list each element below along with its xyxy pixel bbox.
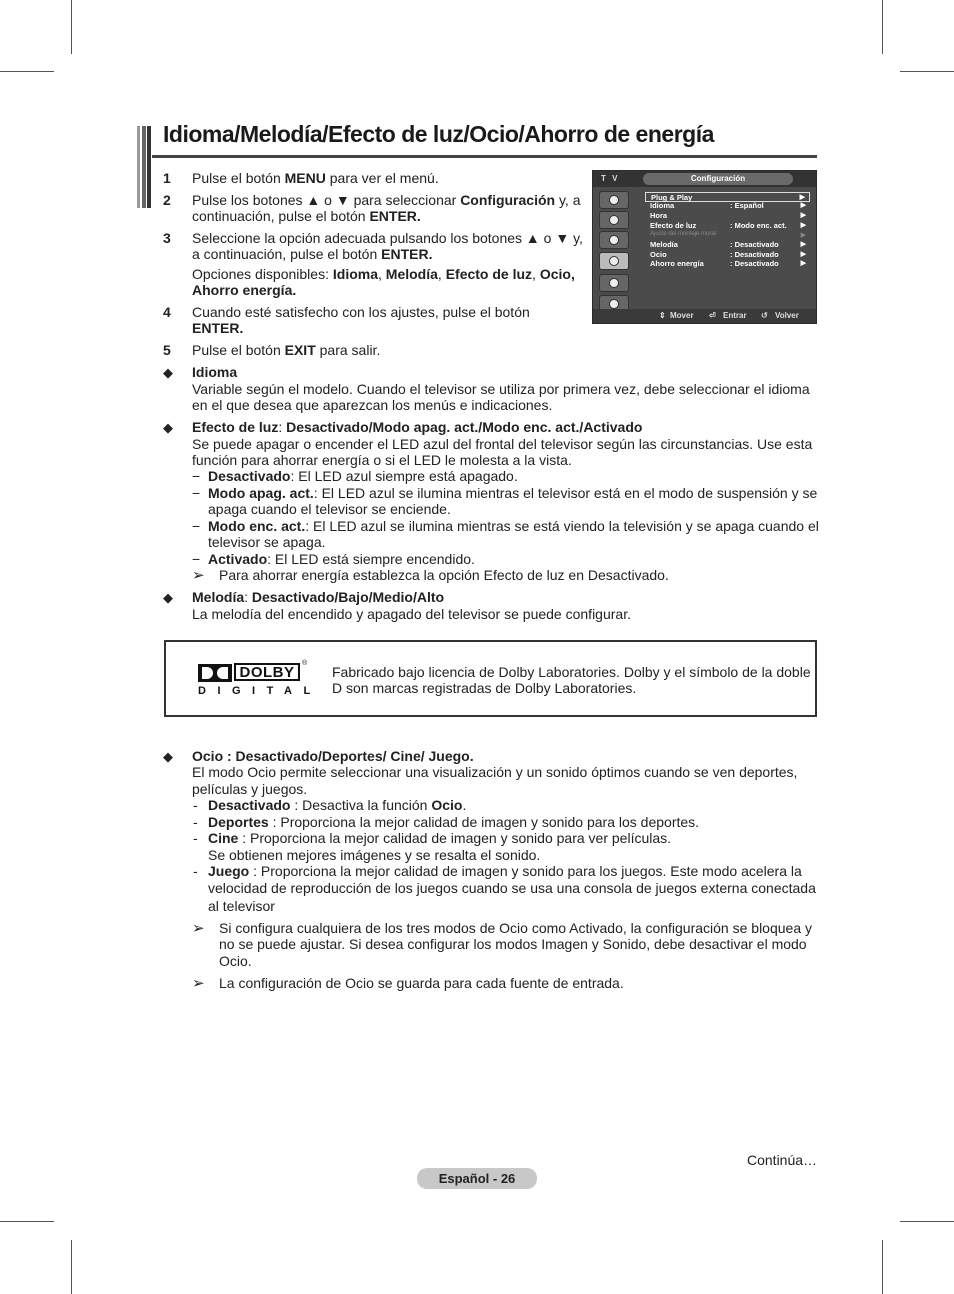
ocio-option-cont: al televisor — [208, 898, 275, 914]
setup-gear-icon — [599, 252, 629, 270]
step-4-text: Cuando esté satisfecho con los ajustes, pulse el botón — [192, 304, 530, 320]
step-4-text-cont: ENTER. — [192, 320, 244, 336]
efecto-note: Para ahorrar energía establezca la opción Efecto de luz en Desactivado. — [219, 567, 669, 583]
efecto-option: Modo apag. act.: El LED azul se ilumina mientras el televisor está en el modo de suspensión y se — [208, 485, 818, 501]
tv-menu-footer — [593, 309, 816, 323]
dolby-wordmark: DOLBY — [234, 663, 300, 681]
tv-menu-row: Efecto de luz : Modo enc. act. ▶ — [650, 221, 806, 230]
channel-icon — [599, 231, 629, 249]
diamond-bullet-icon: ◆ — [163, 749, 173, 764]
updown-icon: ⇕ — [659, 311, 666, 320]
dash-marker: − — [192, 518, 201, 534]
continued-text: Continúa… — [747, 1152, 818, 1168]
dolby-digital-logo — [198, 660, 322, 700]
tv-menu-title: Configuración — [643, 173, 793, 185]
diamond-bullet-icon: ◆ — [163, 590, 173, 605]
ocio-note-1-cont: no se puede ajustar. Si desea configurar los modos Imagen y Sonido, debe desactivar el modo — [219, 936, 807, 952]
efecto-heading: Efecto de luz: Desactivado/Modo apag. act./Modo enc. act./Activado — [192, 419, 643, 435]
step-3-text-cont: a continuación, pulse el botón ENTER. — [192, 246, 433, 262]
ocio-note-2: La configuración de Ocio se guarda para cada fuente de entrada. — [219, 975, 624, 991]
note-arrow-icon: ➢ — [192, 567, 205, 584]
crop-mark — [900, 71, 954, 72]
dash-marker: − — [192, 551, 201, 567]
double-d-icon — [198, 664, 232, 682]
dolby-notice-box — [164, 640, 817, 717]
efecto-option: Desactivado: El LED azul siempre está apagado. — [208, 468, 518, 484]
hyphen-marker: - — [193, 863, 198, 879]
tv-menu-row: Idioma : Español ▶ — [650, 201, 806, 210]
crop-mark — [71, 1240, 72, 1294]
tv-menu-row: Hora ▶ — [650, 211, 806, 220]
step-number: 1 — [163, 170, 171, 186]
idioma-heading: Idioma — [192, 364, 238, 380]
step-3-text: Seleccione la opción adecuada pulsando los botones ▲ o ▼ y, — [192, 230, 583, 246]
ocio-note-1-cont: Ocio. — [219, 953, 252, 969]
tv-menu-sidebar — [597, 189, 633, 315]
diamond-bullet-icon: ◆ — [163, 420, 173, 435]
tv-footer-move: Mover — [670, 311, 694, 320]
crop-mark — [882, 1240, 883, 1294]
dolby-text-cont: D son marcas registradas de Dolby Laboratories. — [332, 680, 637, 696]
crop-mark — [71, 0, 72, 54]
ocio-option: Juego : Proporciona la mejor calidad de imagen y sonido para los juegos. Este modo acelera la — [208, 863, 802, 879]
tv-footer-back: Volver — [775, 311, 799, 320]
input-icon — [599, 274, 629, 292]
step-number: 5 — [163, 342, 171, 358]
ocio-option: Desactivado : Desactiva la función Ocio. — [208, 797, 467, 813]
ocio-note-1: Si configura cualquiera de los tres modos de Ocio como Activado, la configuración se bloquea y — [219, 920, 813, 936]
efecto-text-cont: función para ahorrar energía o si el LED le molesta a la vista. — [192, 452, 572, 468]
ocio-heading: Ocio : Desactivado/Deportes/ Cine/ Juego. — [192, 748, 474, 764]
crop-mark — [900, 1221, 954, 1222]
efecto-option-cont: televisor se apaga. — [208, 534, 326, 550]
dash-marker: − — [192, 468, 201, 484]
picture-icon — [599, 191, 629, 209]
sound-icon — [599, 211, 629, 229]
title-decoration — [137, 126, 151, 208]
tv-menu-row: Ahorro energía : Desactivado ▶ — [650, 259, 806, 268]
melodia-text: La melodía del encendido y apagado del televisor se puede configurar. — [192, 606, 631, 622]
note-arrow-icon: ➢ — [192, 920, 205, 937]
tv-menu-row: Plug & Play ▶ — [645, 192, 810, 202]
step-5-text: Pulse el botón EXIT para salir. — [192, 342, 381, 358]
page-footer-badge: Español - 26 — [417, 1168, 537, 1189]
title-rule — [152, 155, 817, 158]
ocio-option: Cine : Proporciona la mejor calidad de imagen y sonido para ver películas. — [208, 830, 672, 846]
registered-mark: ® — [302, 660, 308, 667]
note-arrow-icon: ➢ — [192, 975, 205, 992]
efecto-option: Activado: El LED está siempre encendido. — [208, 551, 475, 567]
melodia-heading: Melodía: Desactivado/Bajo/Medio/Alto — [192, 589, 445, 605]
ocio-text: El modo Ocio permite seleccionar una visualización y un sonido óptimos cuando se ven deportes, — [192, 764, 798, 780]
idioma-text: Variable según el modelo. Cuando el televisor se utiliza por primera vez, debe seleccionar el idioma — [192, 381, 810, 397]
step-2-text-cont: continuación, pulse el botón ENTER. — [192, 208, 421, 224]
tv-menu-label: T V — [601, 174, 620, 183]
hyphen-marker: - — [193, 830, 198, 846]
ocio-option-cont: Se obtienen mejores imágenes y se resalta el sonido. — [208, 847, 541, 863]
step-3-options-cont: Ahorro energía. — [192, 282, 297, 298]
tv-menu-header — [593, 171, 816, 187]
step-number: 4 — [163, 304, 171, 320]
dolby-text: Fabricado bajo licencia de Dolby Laboratories. Dolby y el símbolo de la doble — [332, 664, 811, 680]
ocio-text-cont: películas y juegos. — [192, 781, 308, 797]
idioma-text-cont: en el que desea que aparezcan los menús e indicaciones. — [192, 397, 553, 413]
crop-mark — [0, 71, 54, 72]
diamond-bullet-icon: ◆ — [163, 365, 173, 380]
crop-mark — [0, 1221, 54, 1222]
efecto-text: Se puede apagar o encender el LED azul del frontal del televisor según las circunstancias. Use esta — [192, 436, 813, 452]
digital-wordmark: DIGITAL — [198, 685, 322, 697]
step-2-text: Pulse los botones ▲ o ▼ para seleccionar Configuración y, a — [192, 192, 581, 208]
dash-marker: − — [192, 485, 201, 501]
crop-mark — [882, 0, 883, 54]
tv-menu-screenshot — [592, 170, 817, 324]
step-3-options: Opciones disponibles: Idioma, Melodía, Efecto de luz, Ocio, — [192, 266, 575, 282]
hyphen-marker: - — [193, 797, 198, 813]
tv-menu-row: Ocio : Desactivado ▶ — [650, 250, 806, 259]
step-number: 2 — [163, 192, 171, 208]
enter-icon: ⏎ — [709, 311, 716, 320]
tv-footer-enter: Entrar — [723, 311, 747, 320]
efecto-option: Modo enc. act.: El LED azul se ilumina mientras se está viendo la televisión y se apaga cuando el — [208, 518, 819, 534]
return-icon: ↺ — [761, 311, 768, 320]
step-number: 3 — [163, 230, 171, 246]
ocio-option-cont: velocidad de reproducción de los juegos cuando se usa una consola de juegos externa conectada — [208, 880, 816, 896]
tv-menu-row-disabled: Ajuste del montaje mural ▶ — [650, 231, 806, 239]
step-1-text: Pulse el botón MENU para ver el menú. — [192, 170, 439, 186]
tv-menu-row: Melodía : Desactivado ▶ — [650, 240, 806, 249]
page-title: Idioma/Melodía/Efecto de luz/Ocio/Ahorro de energía — [163, 121, 714, 147]
efecto-option-cont: apaga cuando el televisor se enciende. — [208, 501, 451, 517]
ocio-option: Deportes : Proporciona la mejor calidad de imagen y sonido para los deportes. — [208, 814, 700, 830]
hyphen-marker: - — [193, 814, 198, 830]
